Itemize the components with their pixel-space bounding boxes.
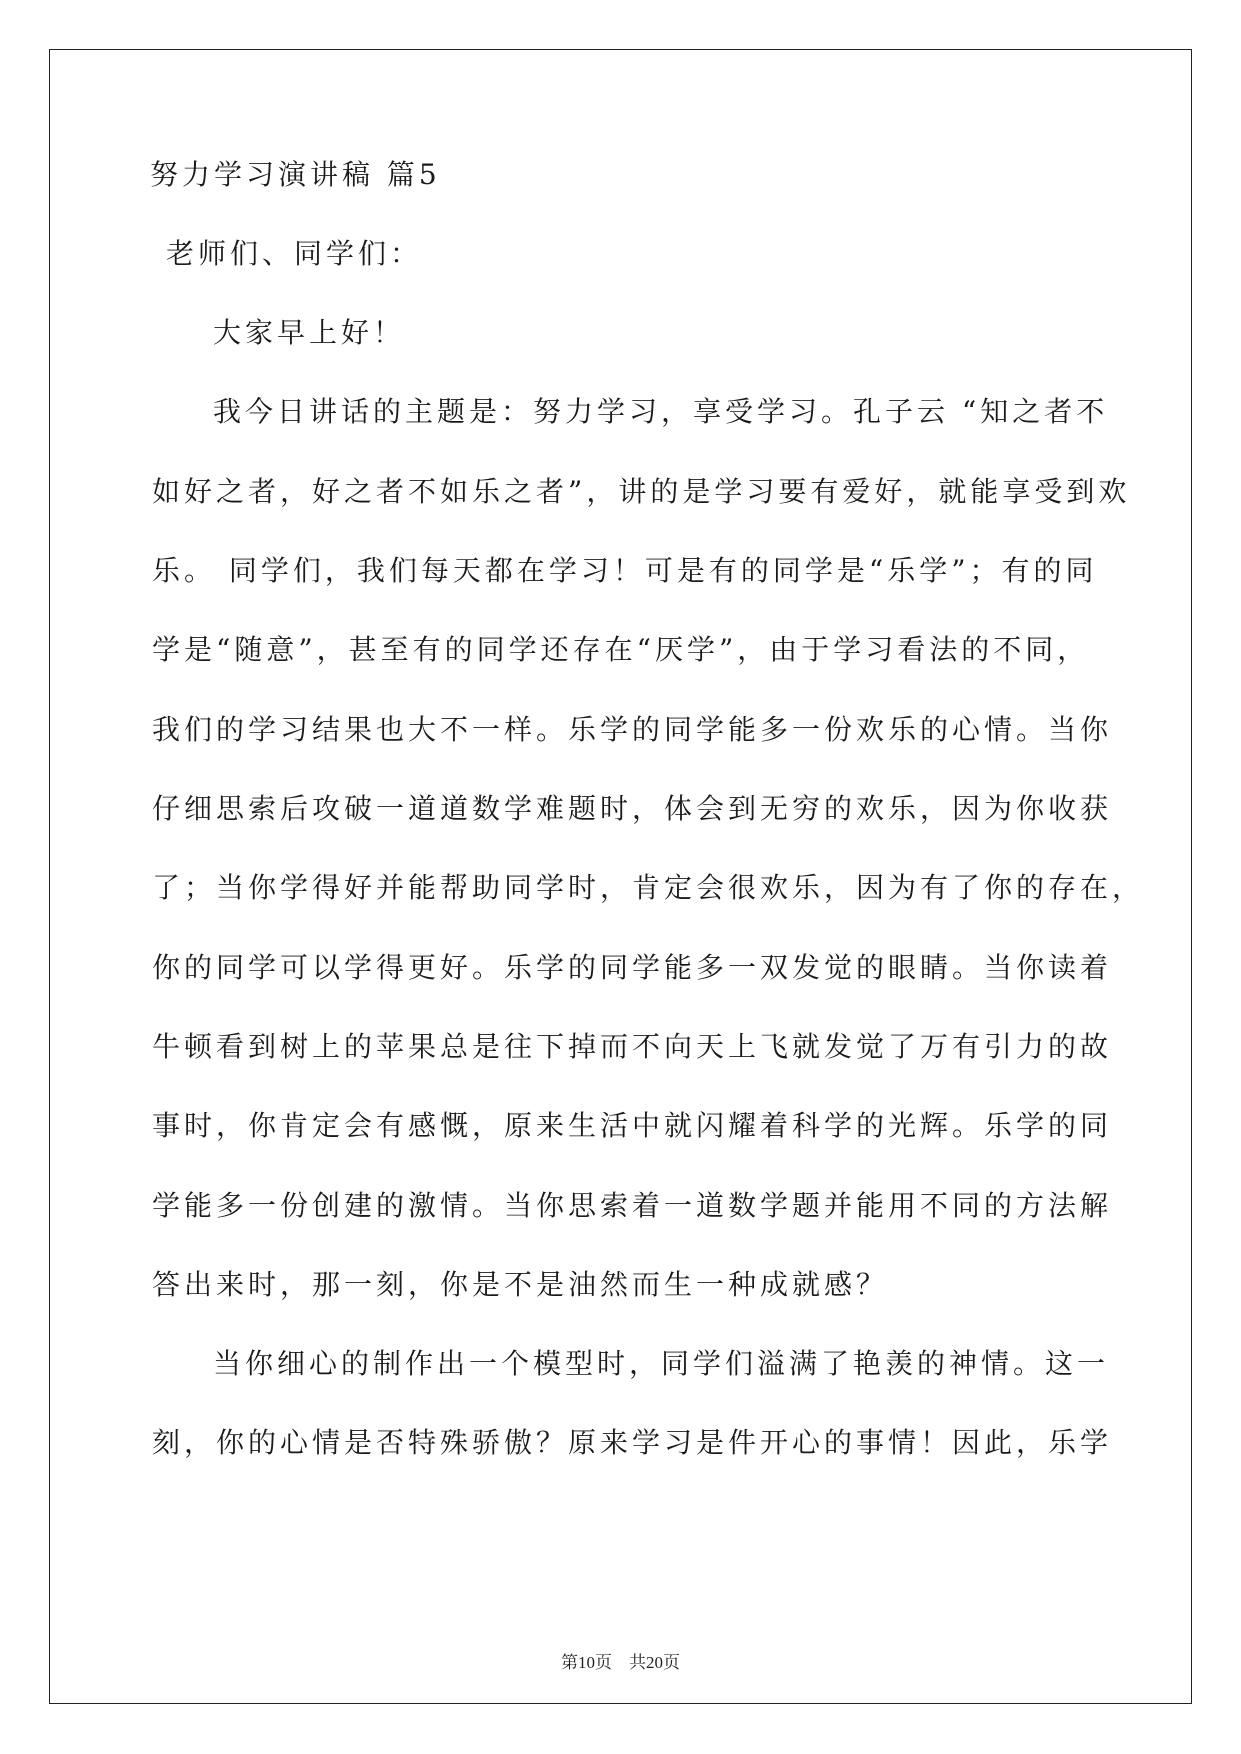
page-number-footer: 第10页 共20页 bbox=[561, 1653, 680, 1672]
paragraph-line: 了；当你学得好并能帮助同学时，肯定会很欢乐，因为有了你的存在， bbox=[152, 871, 1145, 904]
greeting: 大家早上好！ bbox=[213, 316, 406, 349]
paragraph-line: 乐。 同学们，我们每天都在学习！可是有的同学是“乐学”；有的同 bbox=[152, 554, 1098, 587]
paragraph-line: 事时，你肯定会有感慨，原来生活中就闪耀着科学的光辉。乐学的同 bbox=[152, 1109, 1113, 1142]
paragraph-line: 答出来时，那一刻，你是不是油然而生一种成就感？ bbox=[152, 1268, 889, 1301]
paragraph-line: 当你细心的制作出一个模型时，同学们溢满了艳羡的神情。这一 bbox=[213, 1347, 1110, 1380]
salutation: 老师们、同学们： bbox=[166, 237, 423, 270]
paragraph-line: 学是“随意”，甚至有的同学还存在“厌学”，由于学习看法的不同， bbox=[152, 633, 1090, 666]
paragraph-line: 刻，你的心情是否特殊骄傲？原来学习是件开心的事情！因此，乐学 bbox=[152, 1426, 1113, 1459]
paragraph-line: 如好之者，好之者不如乐之者”，讲的是学习要有爱好，就能享受到欢 bbox=[152, 475, 1131, 508]
paragraph-line: 我今日讲话的主题是：努力学习，享受学习。孔子云 “知之者不 bbox=[213, 395, 1109, 428]
paragraph-line: 我们的学习结果也大不一样。乐学的同学能多一份欢乐的心情。当你 bbox=[152, 713, 1113, 746]
document-heading: 努力学习演讲稿 篇5 bbox=[150, 158, 441, 191]
paragraph-line: 学能多一份创建的激情。当你思索着一道数学题并能用不同的方法解 bbox=[152, 1189, 1113, 1222]
paragraph-line: 仔细思索后攻破一道道数学难题时，体会到无穷的欢乐，因为你收获 bbox=[152, 792, 1113, 825]
paragraph-line: 牛顿看到树上的苹果总是往下掉而不向天上飞就发觉了万有引力的故 bbox=[152, 1030, 1113, 1063]
paragraph-line: 你的同学可以学得更好。乐学的同学能多一双发觉的眼睛。当你读着 bbox=[152, 951, 1113, 984]
